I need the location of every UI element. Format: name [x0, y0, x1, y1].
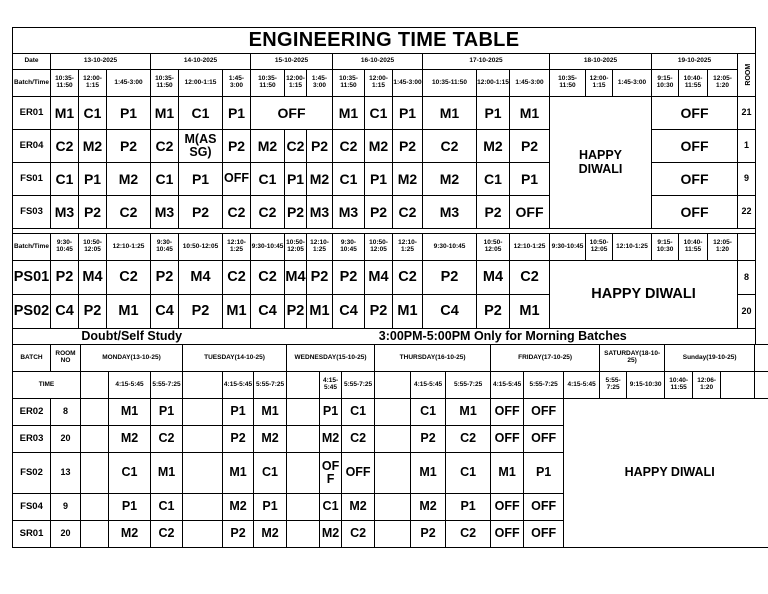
room-number: 8	[738, 261, 756, 295]
time-slot: 12:00-1:15	[477, 70, 510, 97]
subject-cell: C2	[333, 130, 365, 163]
time-slot: 12:10-1:25	[510, 234, 550, 261]
subject-cell: M2	[107, 163, 151, 196]
subject-cell	[81, 426, 109, 453]
subject-cell: C1	[79, 97, 107, 130]
subject-cell: P1	[79, 163, 107, 196]
date-label: Date	[13, 54, 51, 70]
subject-cell: P2	[307, 261, 333, 295]
subject-cell: C1	[151, 494, 183, 521]
time-slot	[81, 372, 109, 399]
off-cell: OFF	[652, 163, 738, 196]
subject-cell	[183, 426, 223, 453]
time-slot: 12:05-1:20	[708, 234, 738, 261]
time-slot: 10:35-11:50	[251, 70, 285, 97]
subject-cell: C2	[393, 196, 423, 229]
subject-cell	[183, 399, 223, 426]
subject-cell: OFF	[320, 453, 342, 494]
subject-cell: C2	[393, 261, 423, 295]
subject-cell: M3	[423, 196, 477, 229]
subject-cell	[81, 399, 109, 426]
off-cell: OFF	[251, 97, 333, 130]
timetable-sheet	[12, 27, 755, 565]
subject-cell: P2	[307, 130, 333, 163]
subject-cell: M1	[393, 295, 423, 329]
subject-cell: C1	[254, 453, 287, 494]
batch-id: ER01	[13, 97, 51, 130]
subject-cell: P2	[411, 521, 446, 548]
day-header: MONDAY(13-10-25)	[81, 345, 183, 372]
holiday-banner	[550, 97, 652, 229]
subject-cell: C1	[179, 97, 223, 130]
time-slot: 5:55-7:25	[524, 372, 564, 399]
time-slot: 1:45-3:00	[393, 70, 423, 97]
subject-cell: C1	[109, 453, 151, 494]
subject-cell: M2	[477, 130, 510, 163]
subject-cell: M3	[333, 196, 365, 229]
subject-cell: C2	[107, 261, 151, 295]
subject-cell: P2	[223, 130, 251, 163]
subject-cell: C1	[333, 163, 365, 196]
time-slot: 12:10-1:25	[613, 234, 652, 261]
subject-cell: P2	[510, 130, 550, 163]
time-slot: 4:15-5:45	[491, 372, 524, 399]
subject-cell: P1	[254, 494, 287, 521]
subject-cell	[375, 521, 411, 548]
subject-cell: M2	[393, 163, 423, 196]
empty-cell	[755, 345, 768, 372]
subject-cell: M1	[223, 453, 254, 494]
holiday-text: HAPPY DIWALI	[578, 148, 623, 176]
day-header: TUESDAY(14-10-25)	[183, 345, 287, 372]
time-slot: 9:30-10:45	[423, 234, 477, 261]
subject-cell: C2	[510, 261, 550, 295]
subject-cell	[375, 494, 411, 521]
subject-cell	[287, 521, 320, 548]
time-slot: 5:55-7:25	[342, 372, 375, 399]
subject-cell: C1	[365, 97, 393, 130]
subject-cell: P2	[151, 261, 179, 295]
time-slot: 10:50-12:05	[365, 234, 393, 261]
subject-cell: P2	[477, 196, 510, 229]
subject-cell: C2	[51, 130, 79, 163]
time-slot: 4:15-5:45	[411, 372, 446, 399]
subject-cell: P1	[524, 453, 564, 494]
time-slot: 5:55-7:25	[254, 372, 287, 399]
time-slot: 10:50-12:05	[79, 234, 107, 261]
subject-cell	[375, 426, 411, 453]
subject-cell: C2	[151, 426, 183, 453]
day-header: THURSDAY(16-10-25)	[375, 345, 491, 372]
off-cell: OFF	[652, 97, 738, 130]
subject-cell: OFF	[342, 453, 375, 494]
subject-cell: C1	[477, 163, 510, 196]
subject-cell: C1	[151, 163, 179, 196]
page-title: ENGINEERING TIME TABLE	[13, 28, 756, 54]
subject-cell: P2	[423, 261, 477, 295]
time-slot: 4:15-5:45	[109, 372, 151, 399]
holiday-banner: HAPPY DIWALI	[550, 261, 738, 329]
time-slot: 10:35-11:50	[423, 70, 477, 97]
time-slot: 9:30-10:45	[151, 234, 179, 261]
doubt-session-label: Doubt/Self Study	[13, 329, 251, 345]
subject-cell: C4	[423, 295, 477, 329]
date-header: 16-10-2025	[333, 54, 423, 70]
subject-cell	[287, 494, 320, 521]
subject-cell: M2	[365, 130, 393, 163]
time-slot: 4:15-5:45	[320, 372, 342, 399]
subject-cell: M3	[51, 196, 79, 229]
date-header: 17-10-2025	[423, 54, 550, 70]
subject-cell: M1	[307, 295, 333, 329]
subject-cell: P2	[365, 295, 393, 329]
batch-id: FS04	[13, 494, 51, 521]
time-slot: 12:10-1:25	[107, 234, 151, 261]
subject-cell: C1	[251, 163, 285, 196]
subject-cell: OFF	[524, 521, 564, 548]
subject-cell: C1	[320, 494, 342, 521]
subject-cell	[81, 453, 109, 494]
subject-cell: P2	[223, 521, 254, 548]
date-header: 19-10-2025	[652, 54, 738, 70]
time-slot: 12:06-1:20	[693, 372, 721, 399]
subject-cell: M1	[423, 97, 477, 130]
subject-cell: M1	[107, 295, 151, 329]
time-slot: 5:55-7:25	[600, 372, 627, 399]
holiday-banner: HAPPY DIWALI	[564, 399, 768, 548]
subject-cell	[287, 399, 320, 426]
date-header: 14-10-2025	[151, 54, 251, 70]
doubt-session-timing: 3:00PM-5:00PM Only for Morning Batches	[251, 329, 756, 345]
room-number: 13	[51, 453, 81, 494]
subject-cell: M2	[423, 163, 477, 196]
subject-cell: OFF	[491, 399, 524, 426]
time-slot: 12:00-1:15	[179, 70, 223, 97]
date-header: 15-10-2025	[251, 54, 333, 70]
off-cell: OFF	[652, 196, 738, 229]
subject-cell: M1	[223, 295, 251, 329]
subject-cell: P1	[107, 97, 151, 130]
subject-cell: OFF	[491, 521, 524, 548]
time-slot	[375, 372, 411, 399]
subject-cell: M4	[365, 261, 393, 295]
subject-cell	[287, 426, 320, 453]
time-slot: 9:30-10:45	[251, 234, 285, 261]
subject-cell: P2	[333, 261, 365, 295]
time-slot: 10:35-11:50	[333, 70, 365, 97]
day-header: FRIDAY(17-10-25)	[491, 345, 600, 372]
time-slot: 12:10-1:25	[307, 234, 333, 261]
subject-cell	[287, 453, 320, 494]
room-number: 8	[51, 399, 81, 426]
subject-cell	[183, 494, 223, 521]
date-header: 13-10-2025	[51, 54, 151, 70]
batch-id: ER02	[13, 399, 51, 426]
subject-cell: M1	[254, 399, 287, 426]
subject-cell: P1	[320, 399, 342, 426]
room-number: 20	[738, 295, 756, 329]
batch-id: SR01	[13, 521, 51, 548]
subject-cell: P2	[285, 196, 307, 229]
subject-cell: C1	[446, 453, 491, 494]
empty-cell	[755, 372, 768, 399]
time-slot: 4:15-5:45	[564, 372, 600, 399]
subject-cell: M2	[320, 426, 342, 453]
day-header: SATURDAY(18-10-25)	[600, 345, 665, 372]
subject-cell: P2	[79, 196, 107, 229]
subject-cell: P1	[477, 97, 510, 130]
time-slot: 9:30-10:45	[550, 234, 586, 261]
time-slot: 9:15-10:30	[627, 372, 665, 399]
subject-cell: C2	[446, 521, 491, 548]
subject-cell: M2	[411, 494, 446, 521]
subject-cell: M2	[223, 494, 254, 521]
batch-time-label: Batch/Time	[13, 70, 51, 97]
date-header: 18-10-2025	[550, 54, 652, 70]
subject-cell: C2	[251, 261, 285, 295]
subject-cell: M1	[510, 295, 550, 329]
subject-cell: M2	[109, 426, 151, 453]
subject-cell: C2	[446, 426, 491, 453]
subject-cell: M2	[109, 521, 151, 548]
time-slot	[183, 372, 223, 399]
subject-cell	[183, 453, 223, 494]
time-slot: 4:15-5:45	[223, 372, 254, 399]
batch-label: BATCH	[13, 345, 51, 372]
subject-cell	[183, 521, 223, 548]
room-number: 22	[738, 196, 756, 229]
subject-cell: OFF	[524, 494, 564, 521]
subject-cell: P2	[411, 426, 446, 453]
subject-cell: P2	[79, 295, 107, 329]
time-slot: 9:15-10:30	[652, 70, 679, 97]
time-slot: 12:00-1:15	[285, 70, 307, 97]
subject-cell: P2	[223, 426, 254, 453]
subject-cell: P1	[179, 163, 223, 196]
subject-cell: OFF	[223, 163, 251, 196]
subject-cell: M1	[51, 97, 79, 130]
subject-cell: P2	[179, 295, 223, 329]
subject-cell: M2	[307, 163, 333, 196]
subject-cell	[81, 521, 109, 548]
time-slot: 1:45-3:00	[107, 70, 151, 97]
batch-id: FS01	[13, 163, 51, 196]
time-slot: 12:00-1:15	[365, 70, 393, 97]
subject-cell: P1	[223, 399, 254, 426]
subject-cell: P2	[477, 295, 510, 329]
time-slot: 10:40-11:55	[679, 70, 708, 97]
day-header: Sunday(19-10-25)	[665, 345, 755, 372]
time-slot: 10:35-11:50	[550, 70, 586, 97]
subject-cell: C2	[423, 130, 477, 163]
subject-cell: M2	[342, 494, 375, 521]
subject-cell: P2	[393, 130, 423, 163]
subject-cell	[375, 399, 411, 426]
subject-cell: P1	[223, 97, 251, 130]
room-number: 9	[51, 494, 81, 521]
subject-cell: M4	[477, 261, 510, 295]
subject-cell: M4	[285, 261, 307, 295]
day-header: WEDNESDAY(15-10-25)	[287, 345, 375, 372]
time-slot: 12:00-1:15	[586, 70, 613, 97]
time-slot: 12:10-1:25	[393, 234, 423, 261]
time-slot: 10:35-11:50	[51, 70, 79, 97]
room-number: 20	[51, 426, 81, 453]
subject-cell: M(AS SG)	[179, 130, 223, 163]
top-timetable	[12, 27, 756, 345]
batch-id: PS02	[13, 295, 51, 329]
subject-cell: P1	[393, 97, 423, 130]
room-no-label: ROOM NO	[51, 345, 81, 372]
subject-cell: P1	[446, 494, 491, 521]
subject-cell: M1	[510, 97, 550, 130]
batch-id: FS02	[13, 453, 51, 494]
subject-cell: P1	[151, 399, 183, 426]
time-slot: 10:40-11:55	[665, 372, 693, 399]
subject-cell: OFF	[510, 196, 550, 229]
subject-cell: C4	[333, 295, 365, 329]
subject-cell: M3	[307, 196, 333, 229]
subject-cell: C2	[151, 521, 183, 548]
time-slot: 1:45-3:00	[613, 70, 652, 97]
subject-cell: OFF	[491, 494, 524, 521]
subject-cell: M4	[179, 261, 223, 295]
batch-id: FS03	[13, 196, 51, 229]
batch-id: PS01	[13, 261, 51, 295]
off-cell: OFF	[652, 130, 738, 163]
room-header-empty	[738, 234, 756, 261]
subject-cell: P2	[51, 261, 79, 295]
subject-cell: M2	[254, 521, 287, 548]
subject-cell: M1	[411, 453, 446, 494]
subject-cell: M2	[251, 130, 285, 163]
time-slot: 10:50-12:05	[179, 234, 223, 261]
time-slot: 10:35-11:50	[151, 70, 179, 97]
time-slot: 5:55-7:25	[446, 372, 491, 399]
subject-cell	[375, 453, 411, 494]
room-number: 9	[738, 163, 756, 196]
time-slot	[287, 372, 320, 399]
subject-cell: M2	[79, 130, 107, 163]
subject-cell: C2	[285, 130, 307, 163]
subject-cell: C4	[151, 295, 179, 329]
subject-cell: C2	[223, 196, 251, 229]
subject-cell: P2	[179, 196, 223, 229]
time-label: TIME	[13, 372, 81, 399]
room-number: 20	[51, 521, 81, 548]
subject-cell: C2	[107, 196, 151, 229]
subject-cell: C2	[223, 261, 251, 295]
subject-cell: M1	[446, 399, 491, 426]
subject-cell: P2	[107, 130, 151, 163]
subject-cell: P1	[109, 494, 151, 521]
subject-cell: C1	[411, 399, 446, 426]
time-slot: 10:50-12:05	[586, 234, 613, 261]
time-slot: 1:45-3:00	[510, 70, 550, 97]
time-slot: 12:10-1:25	[223, 234, 251, 261]
time-slot: 9:15-10:30	[652, 234, 679, 261]
subject-cell: P2	[285, 295, 307, 329]
subject-cell: C2	[342, 521, 375, 548]
time-slot: 10:40-11:55	[679, 234, 708, 261]
time-slot: 12:00-1:15	[79, 70, 107, 97]
subject-cell: C1	[342, 399, 375, 426]
subject-cell: C2	[342, 426, 375, 453]
room-header: ROOM	[738, 54, 756, 97]
time-slot: 5:55-7:25	[151, 372, 183, 399]
time-slot: 9:30-10:45	[51, 234, 79, 261]
subject-cell: M4	[79, 261, 107, 295]
subject-cell: OFF	[524, 399, 564, 426]
evening-timetable	[12, 344, 768, 548]
time-slot: 1:45-3:00	[307, 70, 333, 97]
empty-cell	[721, 372, 755, 399]
time-slot: 12:05-1:20	[708, 70, 738, 97]
subject-cell: C2	[251, 196, 285, 229]
subject-cell: C4	[251, 295, 285, 329]
subject-cell	[81, 494, 109, 521]
subject-cell: C4	[51, 295, 79, 329]
subject-cell: M1	[151, 97, 179, 130]
subject-cell: C1	[51, 163, 79, 196]
time-slot: 10:50-12:05	[285, 234, 307, 261]
room-number: 1	[738, 130, 756, 163]
subject-cell: P2	[365, 196, 393, 229]
time-slot: 9:30-10:45	[333, 234, 365, 261]
subject-cell: M1	[151, 453, 183, 494]
batch-id: ER03	[13, 426, 51, 453]
subject-cell: P1	[510, 163, 550, 196]
time-slot: 10:50-12:05	[477, 234, 510, 261]
room-number: 21	[738, 97, 756, 130]
subject-cell: M1	[333, 97, 365, 130]
batch-id: ER04	[13, 130, 51, 163]
subject-cell: P1	[365, 163, 393, 196]
subject-cell: M1	[491, 453, 524, 494]
time-slot: 1:45-3:00	[223, 70, 251, 97]
subject-cell: C2	[151, 130, 179, 163]
subject-cell: M1	[109, 399, 151, 426]
batch-time-label: Batch/Time	[13, 234, 51, 261]
subject-cell: OFF	[491, 426, 524, 453]
subject-cell: OFF	[524, 426, 564, 453]
subject-cell: M3	[151, 196, 179, 229]
subject-cell: M2	[254, 426, 287, 453]
subject-cell: P1	[285, 163, 307, 196]
subject-cell: M2	[320, 521, 342, 548]
